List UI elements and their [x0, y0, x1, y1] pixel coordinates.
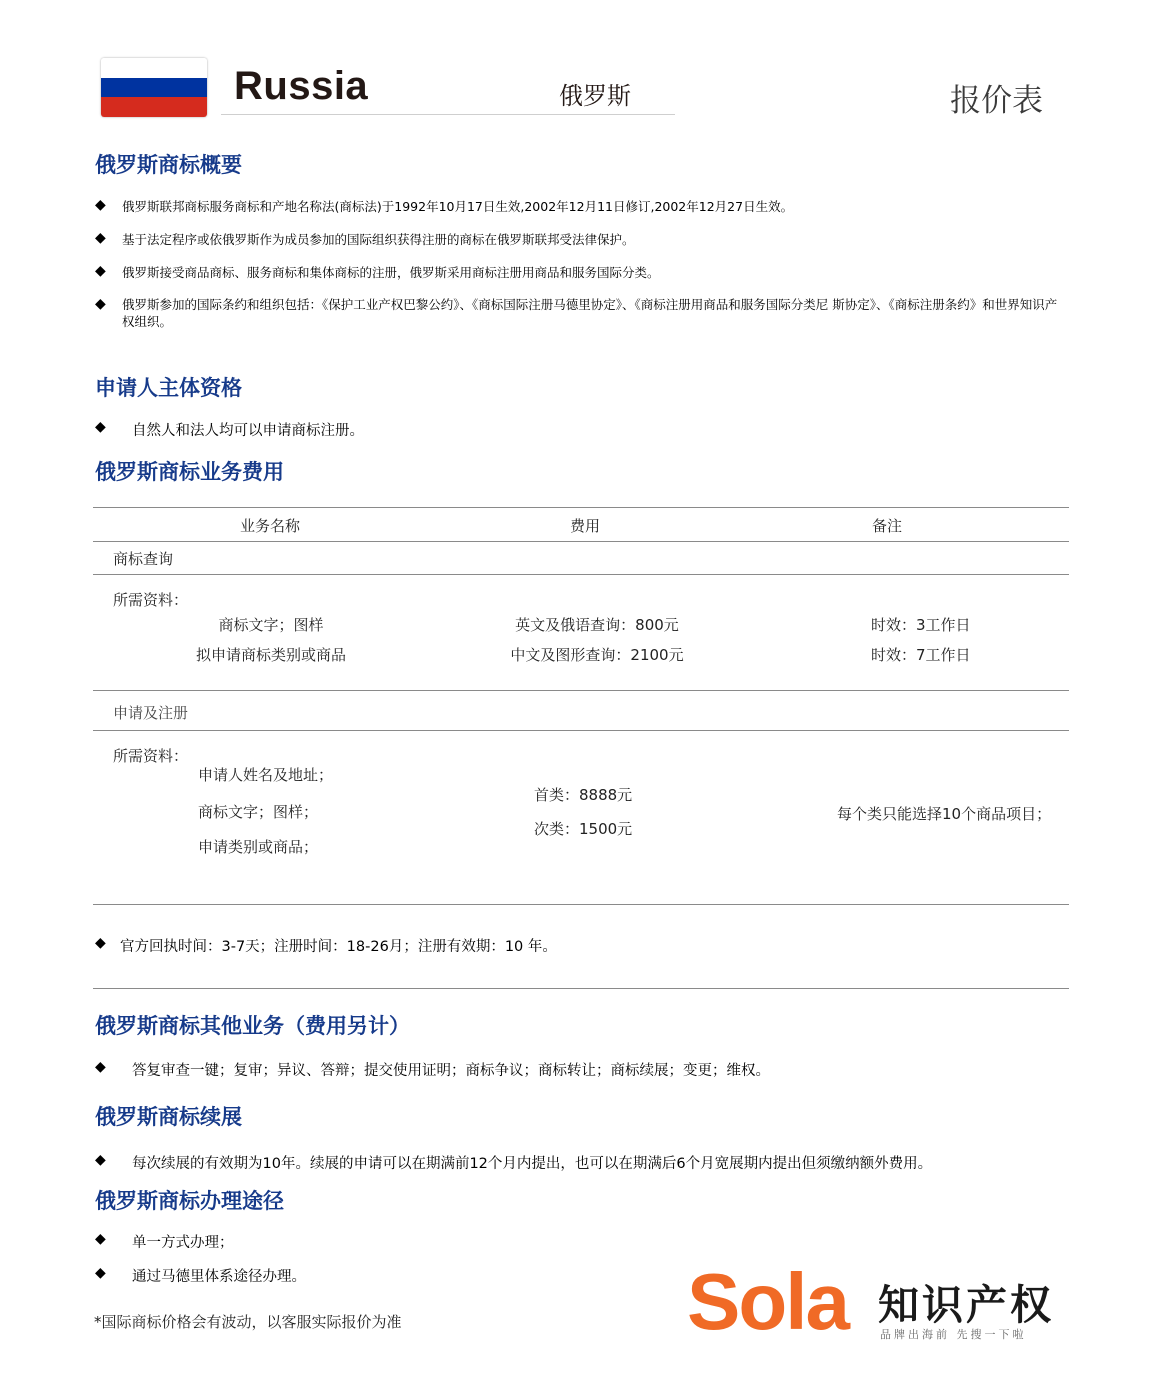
list-item: ◆ 基于法定程序或依俄罗斯作为成员参加的国际组织获得注册的商标在俄罗斯联邦受法律保护。	[95, 230, 635, 247]
list-item: ◆ 单一方式办理；	[95, 1231, 234, 1251]
section-divider	[93, 988, 1069, 989]
header-divider	[221, 114, 675, 115]
diamond-bullet-icon: ◆	[95, 230, 106, 246]
diamond-bullet-icon: ◆	[95, 1265, 106, 1281]
section-title-routes: 俄罗斯商标办理途径	[95, 1189, 284, 1213]
country-name-zh: 俄罗斯	[559, 82, 631, 110]
search-material: 拟申请商标类别或商品	[195, 646, 347, 664]
section-title-renewal: 俄罗斯商标续展	[95, 1105, 242, 1129]
table-header-name: 业务名称	[239, 517, 301, 535]
section-title-other: 俄罗斯商标其他业务（费用另计）	[95, 1014, 410, 1038]
list-item: ◆ 答复审查一键；复审；异议、答辩；提交使用证明；商标争议；商标转让；商标续展；变更；维权。	[95, 1059, 770, 1079]
document-title: 报价表	[950, 83, 1043, 119]
diamond-bullet-icon: ◆	[95, 935, 106, 951]
country-name-en: Russia	[234, 64, 369, 108]
materials-label: 所需资料：	[113, 747, 189, 765]
diamond-bullet-icon: ◆	[95, 263, 106, 279]
registration-material: 申请类别或商品；	[198, 838, 319, 856]
table-divider	[93, 574, 1069, 575]
logo-brand-zh: 知识产权	[878, 1281, 1054, 1329]
table-divider	[93, 904, 1069, 905]
diamond-bullet-icon: ◆	[95, 419, 106, 435]
diamond-bullet-icon: ◆	[95, 296, 106, 312]
price-disclaimer: *国际商标价格会有波动，以客服实际报价为准	[94, 1313, 402, 1331]
sola-logo: Sola	[687, 1257, 848, 1346]
list-item: ◆ 自然人和法人均可以申请商标注册。	[95, 419, 364, 439]
section-title-fees: 俄罗斯商标业务费用	[95, 460, 284, 484]
table-header-fee: 费用	[569, 517, 601, 535]
list-item: ◆ 每次续展的有效期为10年。续展的申请可以在期满前12个月内提出，也可以在期满后6个月宽展期内提出但须缴纳额外费用。	[95, 1152, 933, 1172]
registration-note: 每个类只能选择10个商品项目；	[837, 805, 1052, 823]
list-item: ◆ 通过马德里体系途径办理。	[95, 1265, 306, 1285]
section-title-applicant: 申请人主体资格	[95, 376, 242, 400]
search-note: 时效：3工作日	[871, 616, 971, 634]
table-divider	[93, 541, 1069, 542]
diamond-bullet-icon: ◆	[95, 197, 106, 213]
registration-fee: 次类：1500元	[534, 820, 633, 838]
russia-flag	[101, 58, 207, 117]
search-material: 商标文字；图样	[218, 616, 324, 634]
search-fee: 英文及俄语查询：800元	[515, 616, 679, 634]
list-item: ◆ 俄罗斯参加的国际条约和组织包括：《保护工业产权巴黎公约》、《商标国际注册马德里协定》、《商标注册用商品和服务国际分类尼 斯协定》、《商标注册条约》和世界知识产权组织。	[95, 296, 1058, 329]
materials-label: 所需资料：	[113, 591, 189, 609]
row-title-registration: 申请及注册	[113, 704, 189, 722]
diamond-bullet-icon: ◆	[95, 1152, 106, 1168]
row-title-search: 商标查询	[113, 550, 174, 568]
section-title-overview: 俄罗斯商标概要	[95, 153, 242, 177]
registration-material: 申请人姓名及地址；	[198, 766, 334, 784]
list-item: ◆ 俄罗斯联邦商标服务商标和产地名称法(商标法)于1992年10月17日生效,2002年12月11日修订,2002年12月27日生效。	[95, 197, 794, 214]
table-divider	[93, 730, 1069, 731]
table-divider	[93, 507, 1069, 508]
table-divider	[93, 690, 1069, 691]
list-item: ◆ 俄罗斯接受商品商标、服务商标和集体商标的注册，俄罗斯采用商标注册用商品和服务国际分类。	[95, 263, 660, 280]
search-fee: 中文及图形查询：2100元	[510, 646, 684, 664]
registration-material: 商标文字；图样；	[198, 803, 319, 821]
diamond-bullet-icon: ◆	[95, 1059, 106, 1075]
registration-fee: 首类：8888元	[534, 786, 633, 804]
search-note: 时效：7工作日	[871, 646, 971, 664]
diamond-bullet-icon: ◆	[95, 1231, 106, 1247]
timeline-item: ◆ 官方回执时间：3-7天；注册时间：18-26月；注册有效期：10 年。	[95, 935, 557, 955]
table-header-note: 备注	[871, 517, 903, 535]
logo-slogan: 品牌出海前 先搜一下啦	[880, 1328, 1027, 1341]
